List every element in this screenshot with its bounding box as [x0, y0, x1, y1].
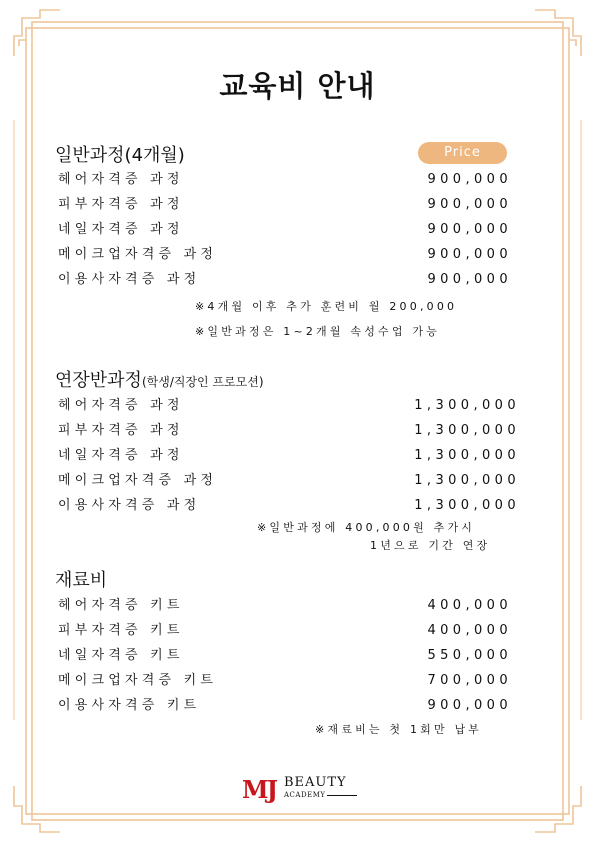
course-amount: 900,000 [427, 172, 512, 187]
price-row [58, 696, 512, 716]
course-amount: 900,000 [427, 197, 512, 212]
course-name: 피부자격증 과정 [58, 197, 184, 212]
section-heading-general: 일반과정(4개월) [55, 145, 185, 166]
course-amount: 1,300,000 [414, 398, 520, 413]
price-row [58, 270, 512, 290]
logo-underline [327, 795, 357, 796]
course-amount: 900,000 [427, 247, 512, 262]
price-row [58, 446, 520, 466]
price-row [58, 396, 520, 416]
course-name: 네일자격증 과정 [58, 222, 184, 237]
general-note-1: ※4개월 이후 추가 훈련비 월 200,000 [195, 300, 458, 313]
price-row [58, 220, 512, 240]
course-name: 네일자격증 과정 [58, 448, 184, 463]
price-row [58, 646, 512, 666]
course-name: 네일자격증 키트 [58, 648, 184, 663]
course-name: 헤어자격증 과정 [58, 398, 184, 413]
academy-logo [242, 775, 362, 805]
course-name: 메이크업자격증 과정 [58, 247, 218, 262]
price-row [58, 170, 512, 190]
course-name: 메이크업자격증 키트 [58, 673, 218, 688]
price-row [58, 621, 512, 641]
price-row [58, 671, 512, 691]
section-heading-extended [55, 366, 264, 392]
price-row [58, 496, 520, 516]
page-title: 교육비 안내 [219, 69, 376, 103]
logo-mark: MJ [242, 775, 276, 804]
course-amount: 900,000 [427, 698, 512, 713]
logo-beauty-text: BEAUTY [284, 775, 347, 790]
materials-note: ※재료비는 첫 1회만 납부 [315, 723, 483, 736]
section-heading-extended-title: 연장반과정 [55, 370, 142, 391]
course-amount: 550,000 [427, 648, 512, 663]
course-amount: 1,300,000 [414, 423, 520, 438]
section-heading-materials: 재료비 [55, 570, 108, 591]
course-name: 이용사자격증 키트 [58, 698, 201, 713]
extended-note-2: 1년으로 기간 연장 [370, 539, 491, 552]
course-amount: 400,000 [427, 623, 512, 638]
course-name: 피부자격증 키트 [58, 623, 184, 638]
course-amount: 400,000 [427, 598, 512, 613]
price-row [58, 245, 512, 265]
course-name: 이용사자격증 과정 [58, 272, 201, 287]
course-name: 피부자격증 과정 [58, 423, 184, 438]
logo-academy-text: ACADEMY [284, 791, 326, 799]
course-amount: 900,000 [427, 272, 512, 287]
price-row [58, 421, 520, 441]
price-row [58, 596, 512, 616]
course-amount: 1,300,000 [414, 498, 520, 513]
price-row [58, 471, 520, 491]
extended-note-1: ※일반과정에 400,000원 추가시 [257, 521, 476, 534]
course-name: 이용사자격증 과정 [58, 498, 201, 513]
course-name: 메이크업자격증 과정 [58, 473, 218, 488]
price-row [58, 195, 512, 215]
price-badge: Price [418, 142, 507, 164]
course-amount: 700,000 [427, 673, 512, 688]
section-heading-extended-sub: (학생/직장인 프로모션) [141, 375, 264, 389]
course-amount: 1,300,000 [414, 448, 520, 463]
general-note-2: ※일반과정은 1~2개월 속성수업 가능 [195, 325, 441, 338]
course-amount: 1,300,000 [414, 473, 520, 488]
course-name: 헤어자격증 과정 [58, 172, 184, 187]
course-amount: 900,000 [427, 222, 512, 237]
course-name: 헤어자격증 키트 [58, 598, 184, 613]
